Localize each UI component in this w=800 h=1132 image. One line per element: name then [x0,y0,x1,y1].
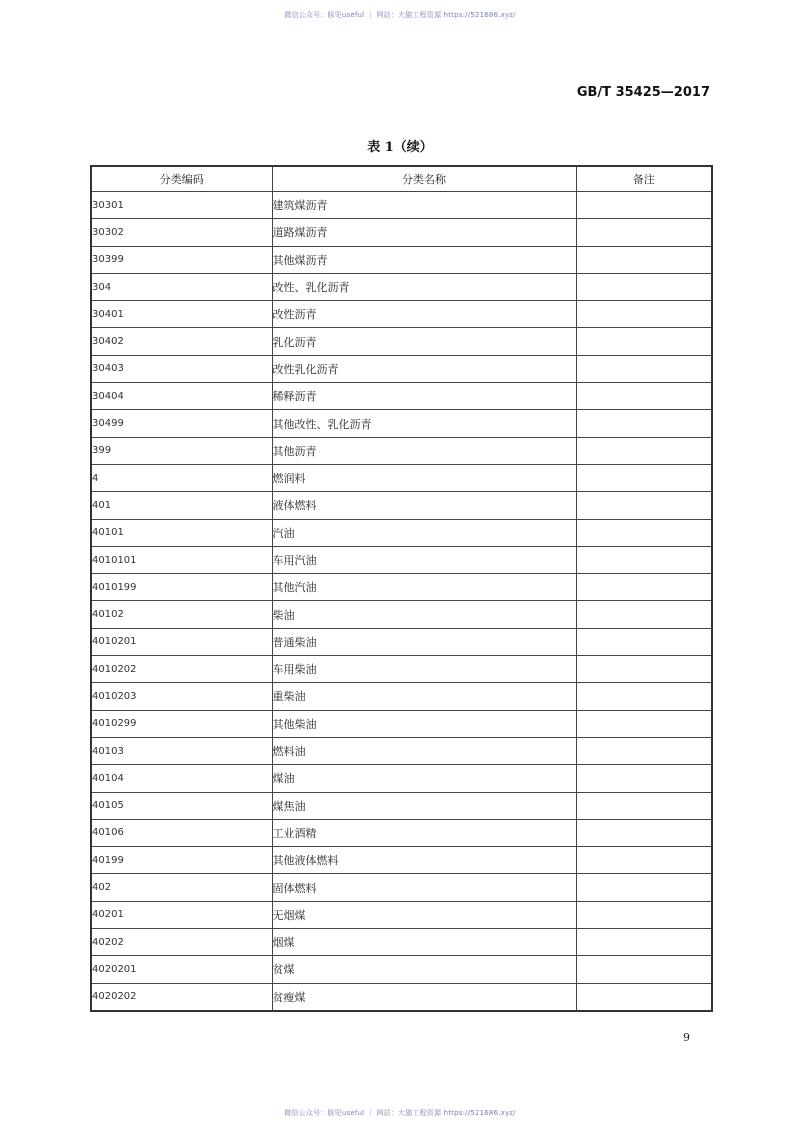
table-row [91,983,712,1011]
table-row [91,355,712,382]
table-row [91,765,712,792]
cell-code: 40201 [91,901,272,928]
cell-note [576,192,712,219]
watermark-bottom: 微信公众号：豚兕useful ｜ 网站：大猫工程资源 https://521686.xyz/ [284,1109,516,1117]
cell-name: 工业酒精 [272,819,576,846]
cell-code: 30302 [91,219,272,246]
table-row [91,956,712,983]
cell-name: 道路煤沥青 [272,219,576,246]
cell-name: 煤焦油 [272,792,576,819]
watermark-top: 微信公众号：豚兕useful ｜ 网站：大猫工程资源 https://521686.xyz/ [284,11,516,19]
cell-note [576,219,712,246]
cell-name: 重柴油 [272,683,576,710]
cell-note [576,546,712,573]
cell-note [576,628,712,655]
table-row [91,492,712,519]
header-name: 分类名称 [272,166,576,192]
cell-name: 车用汽油 [272,546,576,573]
cell-name: 普通柴油 [272,628,576,655]
table-row [91,464,712,491]
cell-code: 4010299 [91,710,272,737]
cell-code: 40199 [91,847,272,874]
cell-note [576,656,712,683]
table-row [91,874,712,901]
cell-note [576,983,712,1011]
cell-name: 无烟煤 [272,901,576,928]
cell-code: 30403 [91,355,272,382]
cell-note [576,574,712,601]
table-row [91,683,712,710]
cell-code: 40105 [91,792,272,819]
cell-note [576,929,712,956]
cell-name: 固体燃料 [272,874,576,901]
cell-code: 30399 [91,246,272,273]
cell-code: 4010199 [91,574,272,601]
cell-name: 改性乳化沥青 [272,355,576,382]
cell-code: 30402 [91,328,272,355]
cell-code: 30301 [91,192,272,219]
cell-note [576,273,712,300]
cell-name: 燃料油 [272,737,576,764]
cell-name: 其他煤沥青 [272,246,576,273]
cell-code: 401 [91,492,272,519]
cell-code: 4 [91,464,272,491]
cell-name: 其他柴油 [272,710,576,737]
classification-table [90,165,713,1012]
cell-name: 其他改性、乳化沥青 [272,410,576,437]
cell-note [576,737,712,764]
table-title: 表 1（续） [367,140,433,155]
table-row [91,273,712,300]
cell-note [576,301,712,328]
cell-code: 40104 [91,765,272,792]
cell-note [576,519,712,546]
cell-name: 燃润料 [272,464,576,491]
table-row [91,410,712,437]
cell-code: 304 [91,273,272,300]
table-row [91,628,712,655]
cell-note [576,956,712,983]
table-row [91,328,712,355]
table-row [91,437,712,464]
cell-code: 402 [91,874,272,901]
cell-name: 车用柴油 [272,656,576,683]
table-body [91,192,712,1011]
cell-note [576,710,712,737]
cell-code: 4020202 [91,983,272,1011]
cell-code: 4020201 [91,956,272,983]
table-row [91,383,712,410]
cell-note [576,874,712,901]
cell-note [576,464,712,491]
cell-note [576,328,712,355]
table-row [91,819,712,846]
cell-note [576,383,712,410]
cell-name: 建筑煤沥青 [272,192,576,219]
table-header-row [91,166,712,192]
cell-code: 30401 [91,301,272,328]
cell-note [576,765,712,792]
cell-name: 其他沥青 [272,437,576,464]
table-row [91,601,712,628]
cell-code: 40202 [91,929,272,956]
table-row [91,929,712,956]
standard-code: GB/T 35425—2017 [576,85,710,100]
cell-name: 烟煤 [272,929,576,956]
cell-name: 液体燃料 [272,492,576,519]
table-row [91,737,712,764]
cell-note [576,683,712,710]
page-number: 9 [683,1031,690,1044]
table-row [91,901,712,928]
cell-note [576,355,712,382]
cell-name: 乳化沥青 [272,328,576,355]
table-row [91,656,712,683]
cell-name: 改性、乳化沥青 [272,273,576,300]
table-row [91,847,712,874]
table-row [91,192,712,219]
cell-code: 40102 [91,601,272,628]
cell-name: 汽油 [272,519,576,546]
cell-note [576,901,712,928]
cell-name: 稀释沥青 [272,383,576,410]
table-row [91,710,712,737]
cell-note [576,601,712,628]
cell-name: 煤油 [272,765,576,792]
cell-name: 其他液体燃料 [272,847,576,874]
table-row [91,219,712,246]
header-note: 备注 [576,166,712,192]
cell-note [576,410,712,437]
table-row [91,546,712,573]
cell-code: 30404 [91,383,272,410]
cell-code: 40106 [91,819,272,846]
cell-name: 柴油 [272,601,576,628]
cell-code: 4010101 [91,546,272,573]
cell-name: 贫瘦煤 [272,983,576,1011]
header-code: 分类编码 [91,166,272,192]
cell-name: 改性沥青 [272,301,576,328]
cell-note [576,437,712,464]
cell-code: 399 [91,437,272,464]
cell-code: 40103 [91,737,272,764]
table-row [91,301,712,328]
table-row [91,519,712,546]
cell-code: 40101 [91,519,272,546]
cell-note [576,492,712,519]
cell-note [576,792,712,819]
table-row [91,574,712,601]
cell-note [576,819,712,846]
cell-name: 贫煤 [272,956,576,983]
cell-code: 4010201 [91,628,272,655]
cell-code: 30499 [91,410,272,437]
cell-note [576,847,712,874]
table-row [91,792,712,819]
cell-note [576,246,712,273]
cell-code: 4010202 [91,656,272,683]
cell-name: 其他汽油 [272,574,576,601]
table-row [91,246,712,273]
cell-code: 4010203 [91,683,272,710]
